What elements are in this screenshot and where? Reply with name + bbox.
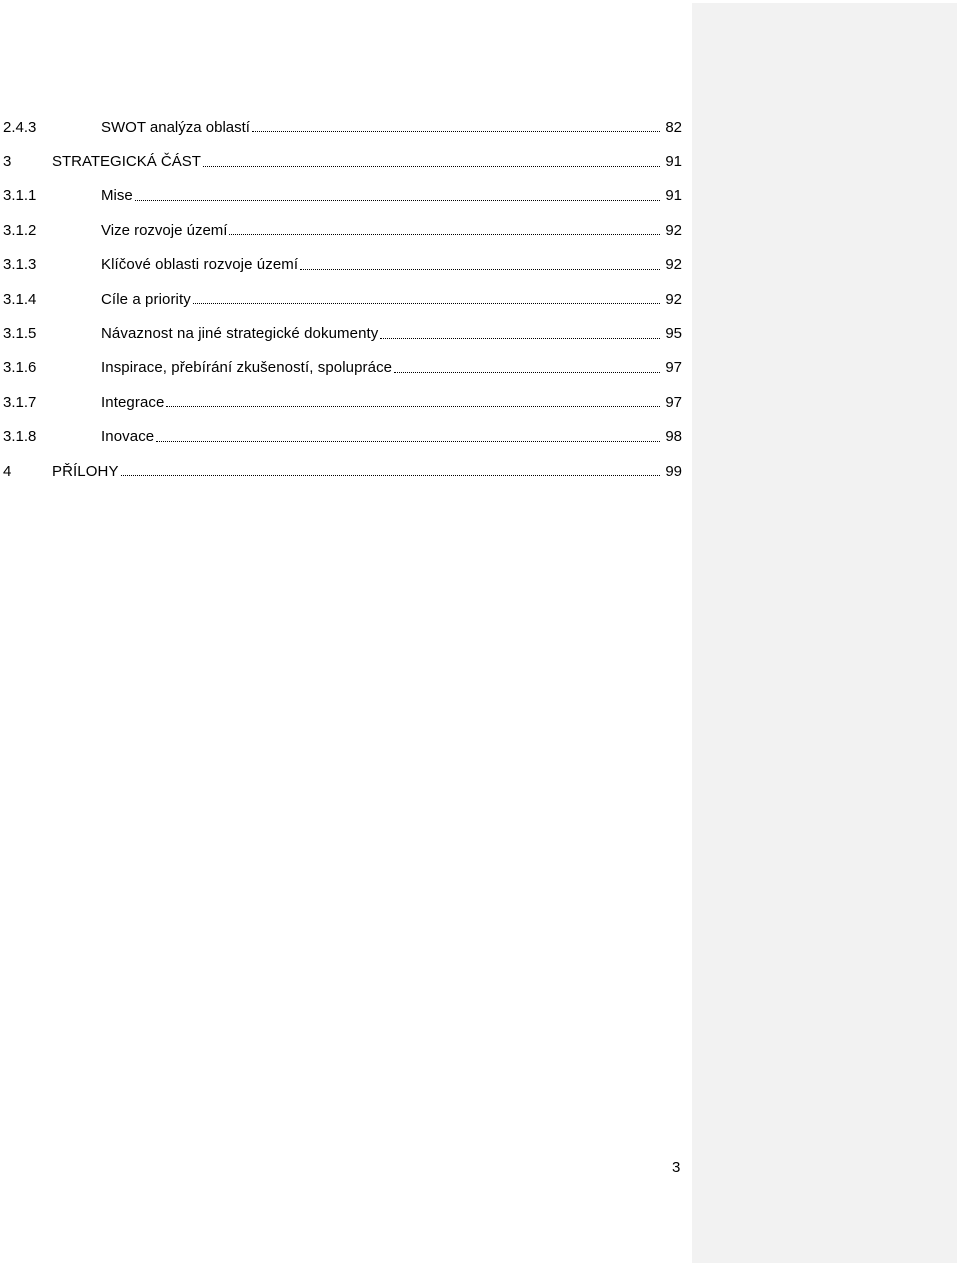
toc-entry-body: [101, 179, 682, 213]
toc-entry-page: 92: [665, 256, 682, 274]
toc-entry[interactable]: [0, 351, 682, 385]
toc-dot-leader: [166, 391, 660, 407]
toc-dot-leader: [380, 323, 660, 339]
toc-dot-leader: [394, 357, 660, 373]
table-of-contents: [0, 110, 682, 488]
toc-entry-title: Klíčové oblasti rozvoje území: [101, 256, 299, 274]
toc-entry-page: 92: [665, 221, 682, 239]
toc-entry-number: 3.1.8: [3, 428, 37, 446]
toc-dot-leader: [156, 426, 660, 442]
toc-entry-body: [101, 385, 682, 419]
toc-entry-number: 3.1.1: [3, 187, 37, 205]
toc-entry-page: 92: [665, 290, 682, 308]
toc-dot-leader: [121, 460, 660, 476]
toc-entry-title: Návaznost na jiné strategické dokumenty: [101, 325, 379, 343]
page-number: 3: [672, 1159, 681, 1176]
toc-dot-leader: [193, 288, 660, 304]
toc-entry-body: [101, 110, 682, 144]
toc-entry-body: [101, 351, 682, 385]
toc-entry-number: 3.1.5: [3, 325, 37, 343]
toc-entry-title: Vize rozvoje území: [101, 221, 228, 239]
toc-entry-number: 3.1.6: [3, 359, 37, 377]
toc-dot-leader: [203, 151, 660, 167]
toc-entry-body: [52, 454, 682, 488]
toc-entry-number: 3: [3, 153, 12, 171]
toc-entry-page: 97: [665, 359, 682, 377]
toc-entry[interactable]: [0, 454, 682, 488]
toc-entry-title: Mise: [101, 187, 133, 205]
toc-entry-page: 95: [665, 325, 682, 343]
toc-entry-body: [101, 420, 682, 454]
toc-entry-page: 82: [665, 118, 682, 136]
toc-entry-page: 91: [665, 153, 682, 171]
toc-entry-page: 98: [665, 428, 682, 446]
toc-entry[interactable]: [0, 213, 682, 247]
toc-entry-body: [101, 316, 682, 350]
toc-dot-leader: [229, 219, 660, 235]
toc-entry-body: [101, 248, 682, 282]
toc-entry-page: 99: [665, 462, 682, 480]
toc-entry-title: SWOT analýza oblastí: [101, 118, 250, 136]
toc-entry[interactable]: [0, 385, 682, 419]
toc-entry[interactable]: [0, 179, 682, 213]
toc-entry-number: 3.1.3: [3, 256, 37, 274]
toc-entry[interactable]: [0, 282, 682, 316]
toc-entry[interactable]: [0, 248, 682, 282]
toc-entry-title: Inspirace, přebírání zkušeností, spolupráce: [101, 359, 393, 377]
toc-entry-number: 3.1.7: [3, 393, 37, 411]
toc-entry-number: 4: [3, 462, 12, 480]
toc-entry-title: STRATEGICKÁ ČÁST: [52, 153, 201, 171]
toc-entry[interactable]: [0, 110, 682, 144]
toc-dot-leader: [252, 116, 660, 132]
toc-entry-title: Integrace: [101, 393, 165, 411]
toc-entry-number: 2.4.3: [3, 118, 37, 136]
toc-entry-title: PŘÍLOHY: [52, 462, 119, 480]
toc-entry-page: 97: [665, 393, 682, 411]
toc-entry[interactable]: [0, 316, 682, 350]
toc-entry-number: 3.1.2: [3, 221, 37, 239]
toc-entry-number: 3.1.4: [3, 290, 37, 308]
toc-entry-title: Cíle a priority: [101, 290, 191, 308]
comment-margin-panel: [692, 3, 957, 1263]
toc-entry-body: [52, 144, 682, 178]
toc-entry[interactable]: [0, 420, 682, 454]
toc-entry-body: [101, 213, 682, 247]
toc-entry[interactable]: [0, 144, 682, 178]
toc-entry-page: 91: [665, 187, 682, 205]
toc-dot-leader: [300, 254, 660, 270]
toc-dot-leader: [135, 185, 660, 201]
toc-entry-title: Inovace: [101, 428, 155, 446]
toc-entry-body: [101, 282, 682, 316]
